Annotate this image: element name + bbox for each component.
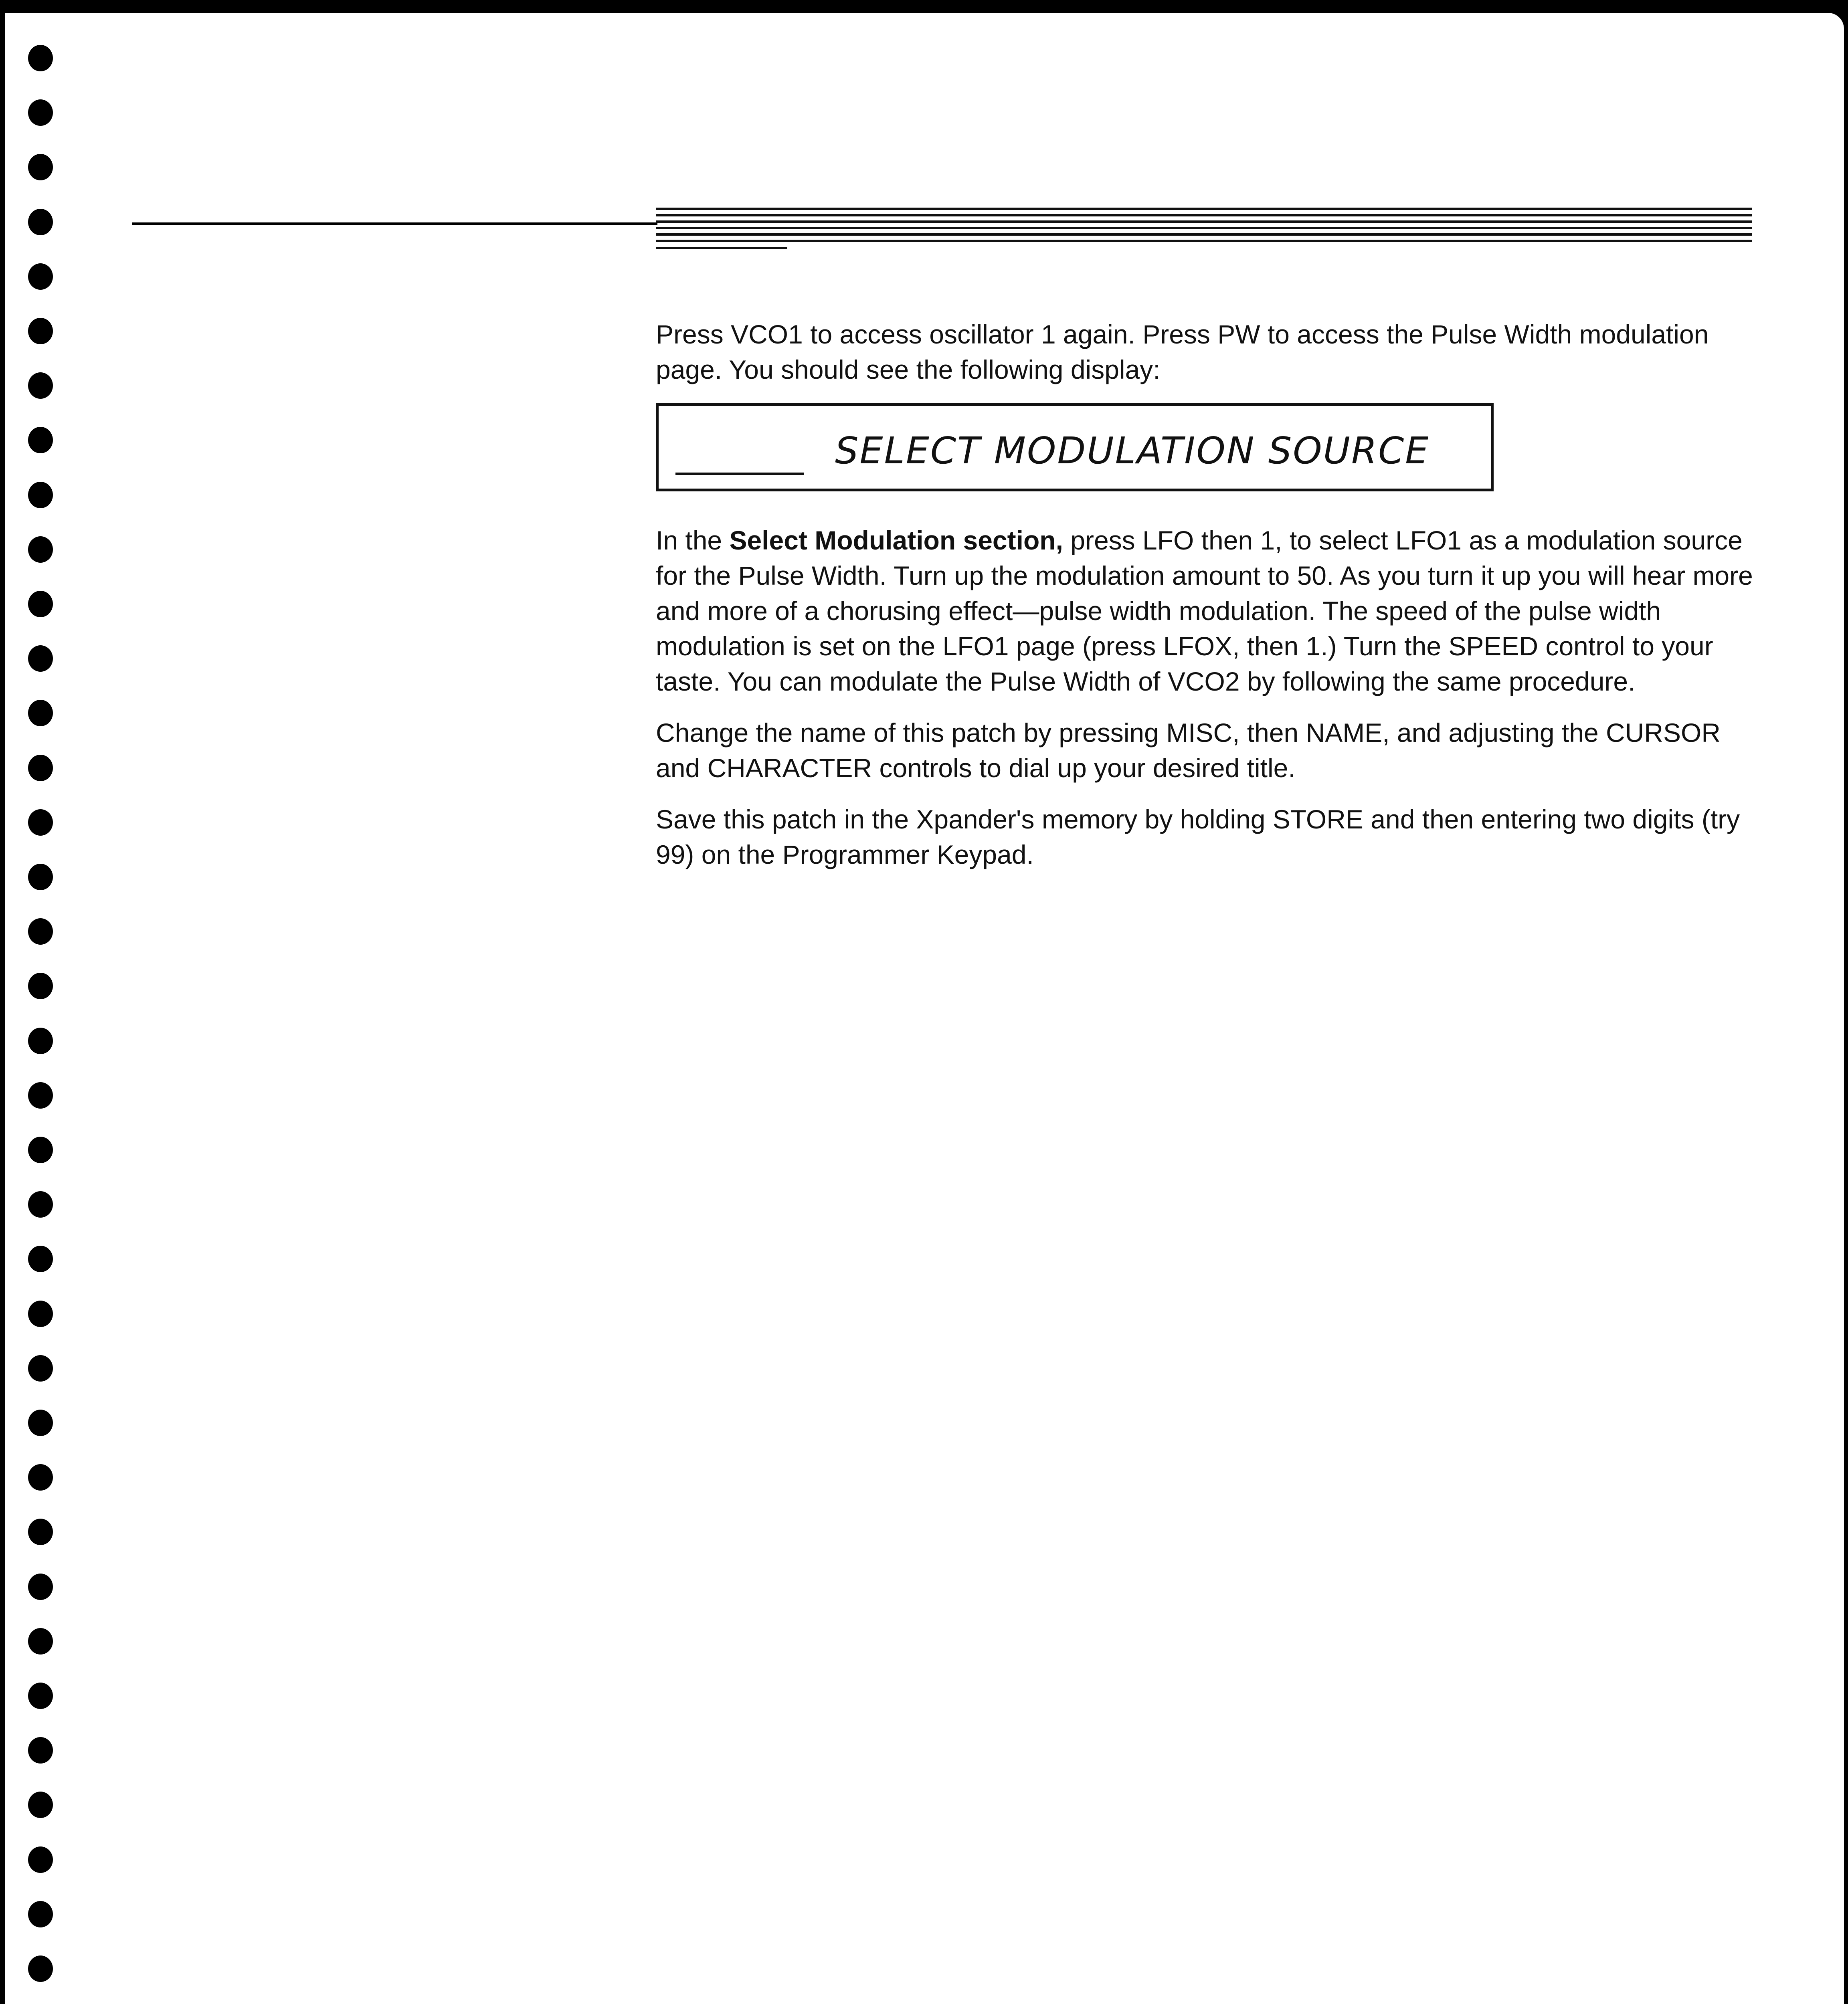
- modulation-paragraph-text: press LFO then 1, to select LFO1 as a modulation source for the Pulse Width. Turn up the modulation amount to 50. As you turn it up you will hear more and more of a chorusing effect—pulse width modulation. The speed of the pulse width modulation is set on the LFO1 page (press LFOX, then 1.) Turn the SPEED control to your taste. You can modulate the Pulse Width of VCO2 by following the same procedure.: [656, 525, 1753, 696]
- binding-hole: [28, 1028, 53, 1054]
- select-modulation-term: Select Modulation section,: [729, 525, 1063, 555]
- binding-hole: [28, 1137, 53, 1163]
- header-rule: [132, 222, 657, 225]
- binding-hole: [28, 1082, 53, 1109]
- save-paragraph: Save this patch in the Xpander's memory by holding STORE and then entering two digits (try 99) on the Programmer Keypad.: [656, 804, 1740, 869]
- binding-hole: [28, 372, 53, 399]
- lcd-cursor: [675, 473, 804, 475]
- binding-hole: [28, 1628, 53, 1655]
- binding-hole: [28, 918, 53, 945]
- binding-hole: [28, 591, 53, 617]
- binding-hole: [28, 645, 53, 672]
- binding-hole: [28, 809, 53, 836]
- binding-hole: [28, 1464, 53, 1491]
- binding-hole: [28, 154, 53, 180]
- modulation-paragraph-prefix: In the: [656, 525, 730, 555]
- binding-hole: [28, 1355, 53, 1382]
- page-content: [656, 317, 1766, 888]
- modulation-paragraph: [656, 523, 1766, 699]
- binding-hole: [28, 1519, 53, 1545]
- binding-hole: [28, 1191, 53, 1218]
- binding-hole: [28, 427, 53, 453]
- binding-hole: [28, 973, 53, 999]
- lcd-display-text: SELECT MODULATION SOURCE: [835, 429, 1430, 472]
- binding-hole: [28, 1301, 53, 1327]
- binding-hole: [28, 263, 53, 290]
- binding-hole: [28, 755, 53, 781]
- binding-hole: [28, 1683, 53, 1709]
- binding-hole: [28, 1792, 53, 1818]
- binding-hole: [28, 99, 53, 126]
- binding-hole: [28, 1846, 53, 1873]
- binding-hole: [28, 1737, 53, 1764]
- binding-hole: [28, 209, 53, 235]
- binding-hole: [28, 864, 53, 890]
- header-decorative-bars: [656, 208, 1752, 250]
- intro-paragraph: Press VCO1 to access oscillator 1 again. Press PW to access the Pulse Width modulation page. You should see the following display:: [656, 319, 1709, 384]
- binding-hole: [28, 482, 53, 508]
- binding-hole: [28, 45, 53, 71]
- binding-hole: [28, 1574, 53, 1600]
- binding-hole: [28, 318, 53, 344]
- binding-hole: [28, 1410, 53, 1436]
- rename-paragraph: Change the name of this patch by pressing MISC, then NAME, and adjusting the CURSOR and CHARACTER controls to dial up your desired title.: [656, 718, 1721, 783]
- manual-page: [5, 13, 1844, 2004]
- binding-hole: [28, 700, 53, 726]
- binding-hole: [28, 1246, 53, 1272]
- lcd-display: [656, 403, 1494, 491]
- binding-hole: [28, 1901, 53, 1927]
- binding-hole: [28, 536, 53, 563]
- binding-hole: [28, 1956, 53, 1982]
